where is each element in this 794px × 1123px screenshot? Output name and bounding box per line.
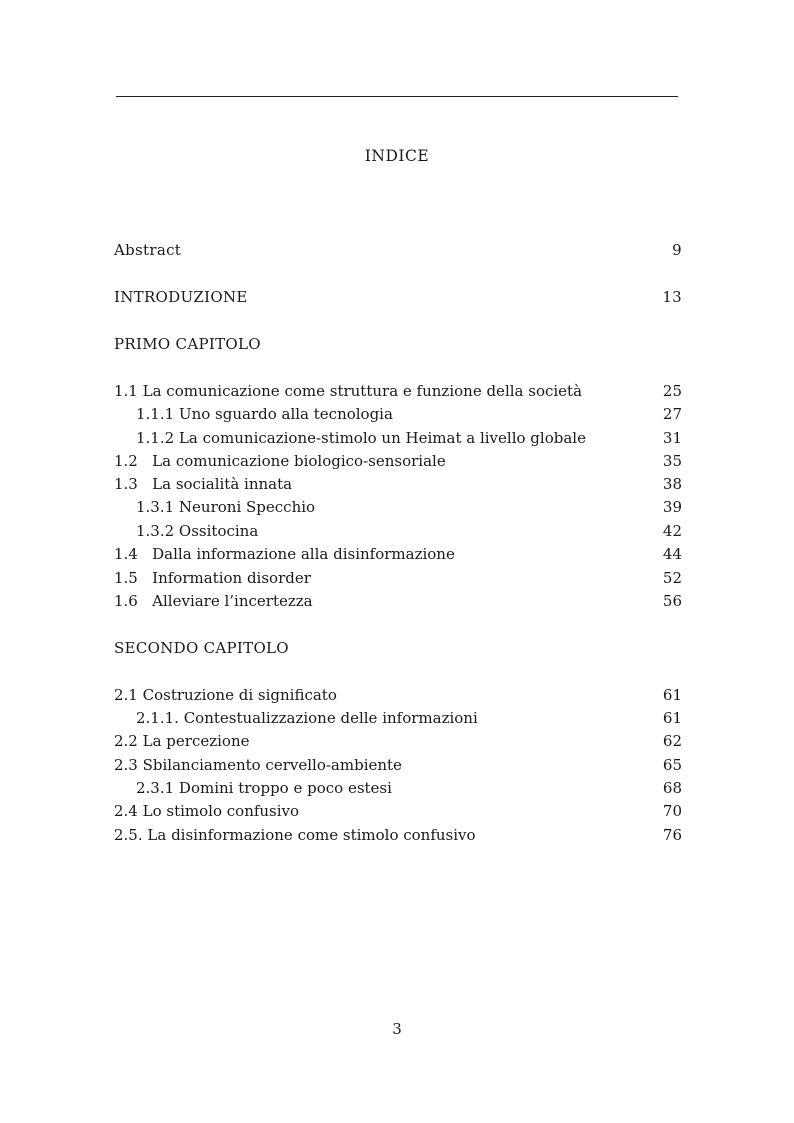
toc-label: 1.4 Dalla informazione alla disinformazione	[114, 545, 455, 563]
toc-entry-abstract[interactable]	[114, 238, 682, 262]
toc-label: 2.3 Sbilanciamento cervello-ambiente	[114, 756, 402, 774]
toc-page: 76	[662, 826, 682, 844]
toc-label: 1.2 La comunicazione biologico-sensoriale	[114, 452, 446, 470]
toc-page: 68	[662, 779, 682, 797]
toc-page: 56	[662, 592, 682, 610]
toc-label: 1.3.2 Ossitocina	[136, 522, 259, 540]
toc-entry-2-1-1[interactable]	[114, 706, 682, 730]
toc-page: 70	[662, 802, 682, 820]
toc-entry-2-5[interactable]	[114, 823, 682, 847]
toc-entry-1-2[interactable]	[114, 449, 682, 473]
toc-label: 2.2 La percezione	[114, 732, 250, 750]
toc-page: 35	[662, 452, 682, 470]
toc-entry-1-4[interactable]	[114, 542, 682, 566]
toc-chapter-secondo[interactable]	[114, 636, 682, 660]
toc-entry-2-3[interactable]	[114, 753, 682, 777]
toc-label: 1.6 Alleviare l’incertezza	[114, 592, 313, 610]
toc-page: 9	[672, 241, 682, 259]
toc-label: 2.3.1 Domini troppo e poco estesi	[136, 779, 392, 797]
toc-entry-1-1[interactable]	[114, 379, 682, 403]
toc-entry-2-1[interactable]	[114, 683, 682, 707]
toc-page: 62	[662, 732, 682, 750]
toc-page: 42	[662, 522, 682, 540]
toc-entry-1-3[interactable]	[114, 472, 682, 496]
toc-label: 2.1 Costruzione di significato	[114, 686, 337, 704]
toc-page: 65	[662, 756, 682, 774]
toc-entry-1-1-1[interactable]	[114, 402, 682, 426]
toc-label: SECONDO CAPITOLO	[114, 639, 289, 657]
toc-page: 25	[662, 382, 682, 400]
toc-label: 1.3 La socialità innata	[114, 475, 293, 493]
toc-label: 1.1 La comunicazione come struttura e funzione della società	[114, 382, 583, 400]
toc-page: 38	[662, 475, 682, 493]
toc-label: 1.3.1 Neuroni Specchio	[136, 498, 316, 516]
toc-label: 1.1.1 Uno sguardo alla tecnologia	[136, 405, 393, 423]
toc-label: Abstract	[114, 241, 182, 259]
toc-chapter-primo[interactable]	[114, 332, 682, 356]
toc-entry-1-6[interactable]	[114, 589, 682, 613]
toc-label: 2.1.1. Contestualizzazione delle informazioni	[136, 709, 478, 727]
header-rule	[116, 96, 678, 97]
toc-entry-introduzione[interactable]	[114, 285, 682, 309]
toc-entry-1-1-2[interactable]	[114, 426, 682, 450]
toc-label: INTRODUZIONE	[114, 288, 248, 306]
toc-entry-2-4[interactable]	[114, 799, 682, 823]
page-title: INDICE	[364, 147, 430, 165]
toc-page: 27	[662, 405, 682, 423]
page-number: 3	[392, 1020, 402, 1038]
toc-entry-2-2[interactable]	[114, 729, 682, 753]
toc-entry-2-3-1[interactable]	[114, 776, 682, 800]
toc-page: 61	[662, 709, 682, 727]
toc-label: 1.5 Information disorder	[114, 569, 311, 587]
toc-page: 39	[662, 498, 682, 516]
toc-label: PRIMO CAPITOLO	[114, 335, 261, 353]
toc-label: 2.4 Lo stimolo confusivo	[114, 802, 300, 820]
toc-page: 44	[662, 545, 682, 563]
toc-entry-1-3-1[interactable]	[114, 495, 682, 519]
toc-page: 31	[662, 429, 682, 447]
toc-entry-1-5[interactable]	[114, 566, 682, 590]
toc-page: 52	[662, 569, 682, 587]
toc-entry-1-3-2[interactable]	[114, 519, 682, 543]
toc-label: 2.5. La disinformazione come stimolo confusivo	[114, 826, 476, 844]
toc-label: 1.1.2 La comunicazione-stimolo un Heimat a livello globale	[136, 429, 586, 447]
toc-page: 61	[662, 686, 682, 704]
toc-page: 13	[662, 288, 682, 306]
